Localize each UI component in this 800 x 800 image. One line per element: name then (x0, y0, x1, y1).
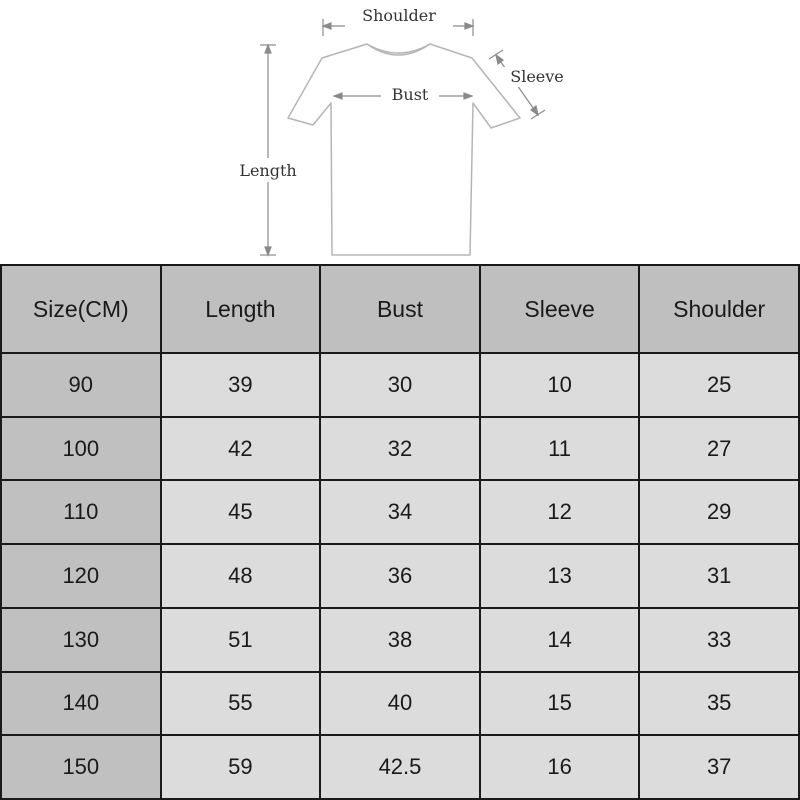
header-bust: Bust (320, 265, 480, 353)
sleeve-cell: 12 (480, 480, 640, 544)
shoulder-cell: 25 (639, 353, 799, 417)
length-label: Length (239, 161, 297, 180)
sleeve-cell: 15 (480, 672, 640, 736)
size-cell: 100 (1, 417, 161, 481)
table-header-row (1, 265, 799, 353)
shoulder-cell: 31 (639, 544, 799, 608)
bust-label: Bust (391, 85, 429, 104)
tshirt-measurement-diagram (0, 0, 800, 262)
header-sleeve: Sleeve (480, 265, 640, 353)
table-row (1, 353, 799, 417)
size-cell: 140 (1, 672, 161, 736)
size-chart-table (0, 264, 800, 800)
shoulder-cell: 33 (639, 608, 799, 672)
table-row (1, 417, 799, 481)
length-cell: 48 (161, 544, 321, 608)
bust-cell: 40 (320, 672, 480, 736)
header-shoulder: Shoulder (639, 265, 799, 353)
bust-cell: 36 (320, 544, 480, 608)
table-row (1, 608, 799, 672)
header-length: Length (161, 265, 321, 353)
bust-cell: 32 (320, 417, 480, 481)
size-cell: 120 (1, 544, 161, 608)
length-cell: 59 (161, 735, 321, 799)
shoulder-cell: 35 (639, 672, 799, 736)
size-cell: 150 (1, 735, 161, 799)
length-cell: 45 (161, 480, 321, 544)
shoulder-label: Shoulder (362, 6, 436, 25)
table-row (1, 672, 799, 736)
shoulder-cell: 37 (639, 735, 799, 799)
length-cell: 55 (161, 672, 321, 736)
sleeve-label: Sleeve (510, 67, 564, 86)
size-cell: 90 (1, 353, 161, 417)
length-cell: 39 (161, 353, 321, 417)
shoulder-cell: 27 (639, 417, 799, 481)
sleeve-cell: 11 (480, 417, 640, 481)
header-size: Size(CM) (1, 265, 161, 353)
bust-cell: 34 (320, 480, 480, 544)
length-cell: 42 (161, 417, 321, 481)
sleeve-cell: 10 (480, 353, 640, 417)
length-cell: 51 (161, 608, 321, 672)
table-row (1, 735, 799, 799)
shoulder-cell: 29 (639, 480, 799, 544)
tshirt-icon (288, 44, 520, 255)
bust-cell: 42.5 (320, 735, 480, 799)
sleeve-cell: 13 (480, 544, 640, 608)
bust-cell: 38 (320, 608, 480, 672)
table-row (1, 544, 799, 608)
size-cell: 130 (1, 608, 161, 672)
sleeve-cell: 14 (480, 608, 640, 672)
bust-cell: 30 (320, 353, 480, 417)
size-cell: 110 (1, 480, 161, 544)
table-row (1, 480, 799, 544)
length-arrow (260, 45, 276, 255)
sleeve-cell: 16 (480, 735, 640, 799)
